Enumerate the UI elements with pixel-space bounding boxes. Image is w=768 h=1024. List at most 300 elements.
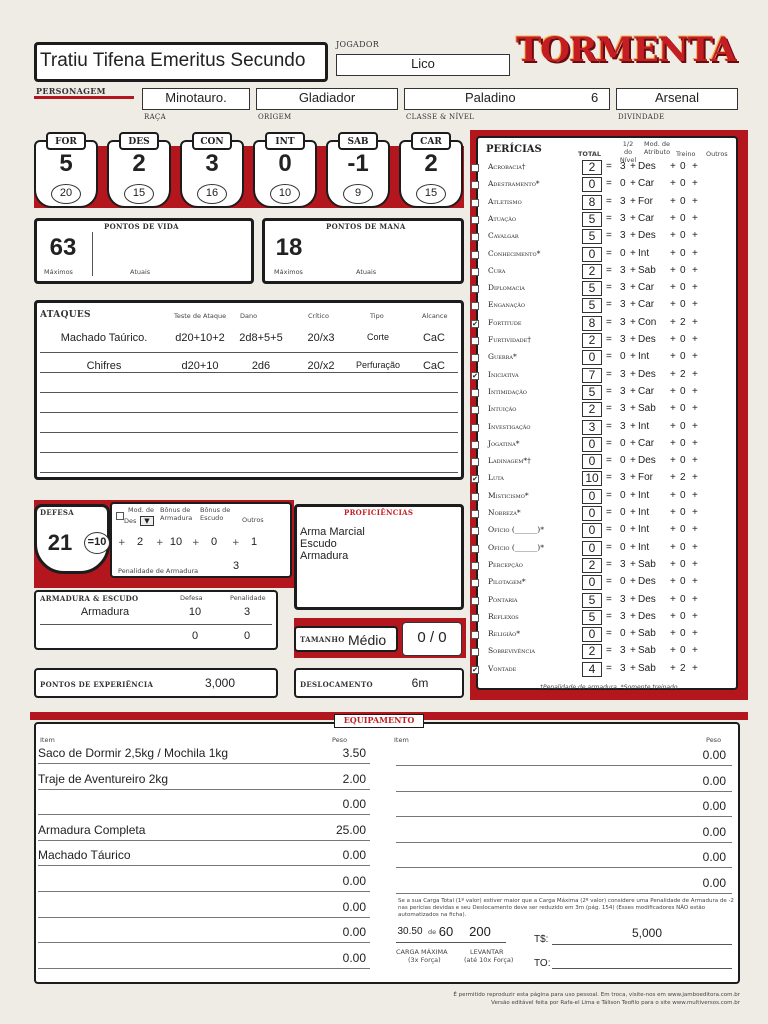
defense-attr-checkbox[interactable] xyxy=(116,512,124,520)
skill-trained-checkbox[interactable] xyxy=(471,233,479,241)
skill-total[interactable]: 2 xyxy=(582,160,602,175)
skill-attr[interactable]: Int xyxy=(638,247,650,259)
equipment-weight-right[interactable]: 0.00 xyxy=(702,850,726,865)
proficiency-item[interactable]: Escudo xyxy=(300,538,337,550)
skill-trained-checkbox[interactable]: ✔ xyxy=(472,319,478,328)
skill-half-level[interactable]: 0 xyxy=(620,178,626,190)
armor-row-1-pen[interactable]: 3 xyxy=(243,606,251,618)
skill-half-level[interactable]: 3 xyxy=(620,230,626,242)
skill-trained-checkbox[interactable] xyxy=(471,389,479,397)
skill-row[interactable] xyxy=(484,281,734,298)
attacks-box xyxy=(34,300,464,480)
skill-total[interactable]: 0 xyxy=(582,506,602,521)
skill-attr[interactable]: Int xyxy=(638,351,650,363)
equipment-weight[interactable]: 0.00 xyxy=(342,874,366,888)
skill-row[interactable] xyxy=(484,402,734,419)
equals-sign: = xyxy=(606,264,612,276)
defense-mod-attr[interactable]: Des xyxy=(124,517,137,525)
skill-train[interactable]: 2 xyxy=(680,472,686,484)
equipment-line xyxy=(396,867,732,868)
equipment-weight-right[interactable]: 0.00 xyxy=(702,824,726,839)
skill-half-level[interactable]: 3 xyxy=(620,316,626,328)
skill-row[interactable] xyxy=(484,160,734,177)
skill-trained-checkbox[interactable] xyxy=(471,268,479,276)
armor-row-2-pen[interactable]: 0 xyxy=(243,630,251,642)
proficiency-item[interactable]: Armadura xyxy=(300,550,349,562)
skill-half-level[interactable]: 0 xyxy=(620,489,626,501)
armor-row-1-def[interactable]: 10 xyxy=(188,606,202,618)
defense-penalty[interactable]: 3 xyxy=(232,560,240,572)
skill-half-level[interactable]: 0 xyxy=(620,351,626,363)
skill-row[interactable] xyxy=(484,247,734,264)
skill-attr[interactable]: Des xyxy=(638,334,656,345)
attack-crit[interactable]: 20/x2 xyxy=(307,360,335,372)
skill-half-level[interactable]: 3 xyxy=(620,610,626,622)
plus-sign: + xyxy=(630,264,636,276)
plus-sign: + xyxy=(118,538,126,548)
footer-line-2: Versão editável feita por Rafa-el Lima e Tálison Teofilo para o site www.multiversos.com.br xyxy=(491,1000,740,1006)
defense-others[interactable]: 1 xyxy=(250,536,258,548)
skill-train[interactable]: 0 xyxy=(680,558,686,570)
skill-half-level[interactable]: 3 xyxy=(620,593,626,605)
skill-trained-checkbox[interactable] xyxy=(471,493,479,501)
skill-train[interactable]: 0 xyxy=(680,576,686,588)
skill-train[interactable]: 0 xyxy=(680,610,686,622)
skill-trained-checkbox[interactable] xyxy=(471,406,479,414)
skill-total[interactable]: 0 xyxy=(582,350,602,365)
skill-total[interactable]: 5 xyxy=(582,229,602,244)
plus-sign: + xyxy=(630,524,636,536)
skill-row[interactable] xyxy=(484,350,734,367)
skill-trained-checkbox[interactable] xyxy=(471,579,479,587)
defense-value[interactable]: 21 xyxy=(47,530,73,555)
skill-half-level[interactable]: 0 xyxy=(620,628,626,640)
skill-total[interactable]: 5 xyxy=(582,610,602,625)
skill-train[interactable]: 0 xyxy=(680,334,686,345)
to-underline xyxy=(552,968,732,969)
plus-sign: + xyxy=(670,299,676,311)
skill-train[interactable]: 0 xyxy=(680,247,686,259)
skill-trained-checkbox[interactable] xyxy=(471,562,479,570)
plus-sign: + xyxy=(692,403,698,415)
attribute-score[interactable]: 9 xyxy=(343,184,373,204)
skill-half-level[interactable]: 3 xyxy=(620,558,626,570)
skill-attr[interactable]: Car xyxy=(638,178,655,190)
skill-half-level[interactable]: 3 xyxy=(620,420,626,432)
skill-total[interactable]: 0 xyxy=(582,541,602,556)
skill-row[interactable] xyxy=(484,333,734,350)
skill-row[interactable] xyxy=(484,229,734,246)
attribute-modifier[interactable]: 3 xyxy=(205,150,219,177)
skill-train[interactable]: 0 xyxy=(680,455,686,467)
skill-row[interactable] xyxy=(484,298,734,315)
skill-row[interactable] xyxy=(484,593,734,610)
skill-total[interactable]: 4 xyxy=(582,662,602,677)
attack-dmg[interactable]: 2d8+5+5 xyxy=(239,332,283,344)
skill-half-level[interactable]: 3 xyxy=(620,368,626,380)
skill-trained-checkbox[interactable] xyxy=(471,527,479,535)
equipment-item[interactable]: Saco de Dormir 2,5kg / Mochila 1kg xyxy=(38,746,229,760)
skill-trained-checkbox[interactable] xyxy=(471,302,479,310)
skill-half-level[interactable]: 3 xyxy=(620,264,626,276)
plus-sign: + xyxy=(670,195,676,207)
armor-row-2-def[interactable]: 0 xyxy=(191,630,199,642)
skill-total[interactable]: 3 xyxy=(582,420,602,435)
skill-trained-checkbox[interactable]: ✔ xyxy=(472,665,478,674)
skill-row[interactable] xyxy=(484,420,734,437)
skill-half-level[interactable]: 3 xyxy=(620,334,626,345)
skill-attr[interactable]: Car xyxy=(638,282,655,294)
skill-name: Acrobacia† xyxy=(488,162,526,171)
skill-half-level[interactable]: 3 xyxy=(620,195,626,207)
skill-half-level[interactable]: 0 xyxy=(620,437,626,449)
attack-test[interactable]: d20+10+2 xyxy=(175,332,225,344)
skill-trained-checkbox[interactable]: ✔ xyxy=(472,475,478,484)
skill-name: Diplomacia xyxy=(488,283,525,293)
attack-row-line xyxy=(40,392,458,393)
mp-max[interactable]: 18 xyxy=(275,234,303,261)
skill-row[interactable] xyxy=(484,385,734,402)
skill-row[interactable] xyxy=(484,558,734,575)
equipment-weight[interactable]: 0.00 xyxy=(342,925,366,940)
equipment-item[interactable]: Machado Táurico xyxy=(38,848,131,863)
skill-train[interactable]: 0 xyxy=(680,299,686,311)
money-value[interactable]: 5,000 xyxy=(631,926,663,940)
attack-test[interactable]: d20+10 xyxy=(181,360,219,372)
defense-shield[interactable]: 0 xyxy=(210,536,218,548)
skill-trained-checkbox[interactable] xyxy=(471,648,479,656)
attack-row-line xyxy=(40,372,458,373)
skill-train[interactable]: 0 xyxy=(680,593,686,605)
plus-sign: + xyxy=(692,507,698,518)
armor-pen-label: Penalidade xyxy=(230,594,266,602)
skill-total[interactable]: 5 xyxy=(582,281,602,296)
plus-sign: + xyxy=(692,610,698,622)
skill-train[interactable]: 0 xyxy=(680,385,686,397)
skill-train[interactable]: 0 xyxy=(680,351,686,363)
skill-half-level[interactable]: 0 xyxy=(620,455,626,467)
skill-attr[interactable]: Des xyxy=(638,455,656,467)
defense-attr-dropdown-icon[interactable]: ▼ xyxy=(140,516,154,526)
skill-total[interactable]: 2 xyxy=(582,264,602,279)
skill-attr[interactable]: Int xyxy=(638,489,650,501)
equipment-weight-right[interactable]: 0.00 xyxy=(702,773,726,788)
equipment-weight[interactable]: 25.00 xyxy=(335,822,366,837)
plus-sign: + xyxy=(630,645,636,657)
attribute-modifier[interactable]: 2 xyxy=(424,150,438,177)
size-value[interactable]: Médio xyxy=(348,632,387,648)
race-field[interactable]: Minotauro. xyxy=(142,88,250,110)
skill-train[interactable]: 0 xyxy=(680,195,686,207)
equipment-line xyxy=(396,765,732,766)
skill-trained-checkbox[interactable] xyxy=(471,216,479,224)
skill-attr[interactable]: Con xyxy=(638,316,657,328)
skill-attr[interactable]: Des xyxy=(638,576,656,588)
armor-row-divider xyxy=(40,624,272,625)
plus-sign: + xyxy=(692,334,698,345)
equipment-item[interactable]: Traje de Aventureiro 2kg xyxy=(38,771,169,786)
equipment-weight[interactable]: 0.00 xyxy=(342,848,366,863)
skill-name: Reflexos xyxy=(488,611,519,621)
equipment-weight-right[interactable]: 0.00 xyxy=(702,876,726,890)
skills-train-label: Treino xyxy=(676,150,696,158)
attack-range[interactable]: CaC xyxy=(422,332,445,344)
attribute-score[interactable]: 15 xyxy=(124,184,154,204)
skill-attr[interactable]: Des xyxy=(638,593,656,605)
load-max[interactable]: 60 xyxy=(438,924,454,939)
skill-total[interactable]: 0 xyxy=(582,454,602,469)
move-value[interactable]: 6m xyxy=(411,676,429,690)
skill-trained-checkbox[interactable]: ✔ xyxy=(472,371,478,380)
skill-trained-checkbox[interactable] xyxy=(471,199,479,207)
skill-train[interactable]: 0 xyxy=(680,507,686,518)
player-field[interactable]: Lico xyxy=(336,54,510,76)
skill-trained-checkbox[interactable] xyxy=(471,545,479,553)
equals-sign: = xyxy=(606,628,612,640)
skill-total[interactable]: 2 xyxy=(582,644,602,659)
defense-shield-label: Bônus de Escudo xyxy=(200,506,231,522)
skill-half-level[interactable]: 0 xyxy=(620,247,626,259)
skill-total[interactable]: 5 xyxy=(582,593,602,608)
skill-attr[interactable]: Car xyxy=(638,385,655,397)
skill-half-level[interactable]: 3 xyxy=(620,385,626,397)
skill-row[interactable] xyxy=(484,316,734,333)
skill-train[interactable]: 0 xyxy=(680,161,686,172)
equipment-weight-right[interactable]: 0.00 xyxy=(702,799,726,814)
attribute-modifier[interactable]: 2 xyxy=(132,150,146,177)
skill-half-level[interactable]: 0 xyxy=(620,524,626,536)
class-field[interactable] xyxy=(404,88,610,110)
skill-total[interactable]: 8 xyxy=(582,316,602,331)
skill-attr[interactable]: Sab xyxy=(638,558,656,570)
skill-half-level[interactable]: 3 xyxy=(620,299,626,311)
skill-row[interactable] xyxy=(484,195,734,212)
equals-sign: = xyxy=(606,420,612,432)
skill-trained-checkbox[interactable] xyxy=(471,337,479,345)
skill-trained-checkbox[interactable] xyxy=(471,424,479,432)
skill-half-level[interactable]: 3 xyxy=(620,403,626,415)
skill-row[interactable] xyxy=(484,541,734,558)
skill-half-level[interactable]: 3 xyxy=(620,212,626,224)
skill-train[interactable]: 0 xyxy=(680,489,686,501)
skill-half-level[interactable]: 0 xyxy=(620,507,626,518)
skill-total[interactable]: 2 xyxy=(582,402,602,417)
skill-name: Cavalgar xyxy=(488,231,519,241)
skill-attr[interactable]: Sab xyxy=(638,628,656,640)
attack-range[interactable]: CaC xyxy=(422,360,445,372)
attribute-score[interactable]: 10 xyxy=(270,184,300,204)
skill-row[interactable] xyxy=(484,575,734,592)
skill-total[interactable]: 0 xyxy=(582,177,602,192)
skill-train[interactable]: 0 xyxy=(680,628,686,640)
skill-attr[interactable]: Sab xyxy=(638,662,656,674)
equals-sign: = xyxy=(606,662,612,674)
skill-train[interactable]: 2 xyxy=(680,368,686,380)
skill-half-level[interactable]: 3 xyxy=(620,282,626,294)
skill-trained-checkbox[interactable] xyxy=(471,510,479,518)
equipment-weight[interactable]: 0.00 xyxy=(342,899,366,914)
equipment-weight[interactable]: 3.50 xyxy=(342,746,366,760)
skill-row[interactable] xyxy=(484,506,734,523)
defense-armor[interactable]: 10 xyxy=(169,536,183,548)
skill-attr[interactable]: Car xyxy=(638,212,655,224)
skill-train[interactable]: 0 xyxy=(680,420,686,432)
skill-row[interactable] xyxy=(484,610,734,627)
skill-total[interactable]: 0 xyxy=(582,523,602,538)
skill-trained-checkbox[interactable] xyxy=(471,164,479,172)
equipment-weight[interactable]: 0.00 xyxy=(342,797,366,812)
attack-name[interactable]: Machado Taúrico. xyxy=(60,332,148,344)
attribute-modifier[interactable]: -1 xyxy=(347,150,369,177)
attack-type[interactable]: Corte xyxy=(366,332,389,342)
skill-row[interactable] xyxy=(484,644,734,661)
skill-attr[interactable]: Int xyxy=(638,524,650,536)
attribute-modifier[interactable]: 0 xyxy=(278,150,292,177)
skill-row[interactable] xyxy=(484,177,734,194)
attack-type[interactable]: Perfuração xyxy=(355,360,401,370)
skill-train[interactable]: 0 xyxy=(680,178,686,190)
attribute-modifier[interactable]: 5 xyxy=(59,150,73,177)
xp-value[interactable]: 3,000 xyxy=(204,676,236,690)
hp-max[interactable]: 63 xyxy=(49,234,77,261)
skill-attr[interactable]: Int xyxy=(638,420,650,432)
skill-trained-checkbox[interactable] xyxy=(471,285,479,293)
skill-row[interactable] xyxy=(484,368,734,385)
skill-train[interactable]: 0 xyxy=(680,230,686,242)
skill-attr[interactable]: Des xyxy=(638,230,656,242)
skill-row[interactable] xyxy=(484,627,734,644)
skill-row[interactable] xyxy=(484,264,734,281)
skill-trained-checkbox[interactable] xyxy=(471,597,479,605)
skill-attr[interactable]: Int xyxy=(638,541,650,553)
skill-total[interactable]: 7 xyxy=(582,368,602,383)
skill-trained-checkbox[interactable] xyxy=(471,441,479,449)
attack-dmg[interactable]: 2d6 xyxy=(251,360,271,372)
skill-row[interactable] xyxy=(484,454,734,471)
origin-field[interactable]: Gladiador xyxy=(256,88,398,110)
skill-train[interactable]: 0 xyxy=(680,403,686,415)
armor-row-1-name[interactable]: Armadura xyxy=(80,606,130,618)
skill-total[interactable]: 8 xyxy=(582,195,602,210)
plus-sign: + xyxy=(692,368,698,380)
skill-total[interactable]: 5 xyxy=(582,298,602,313)
equipment-weight[interactable]: 2.00 xyxy=(342,771,366,786)
skill-total[interactable]: 0 xyxy=(582,437,602,452)
attribute-abbr: CAR xyxy=(411,132,451,150)
skill-total[interactable]: 2 xyxy=(582,558,602,573)
skill-row[interactable] xyxy=(484,212,734,229)
skill-attr[interactable]: Sab xyxy=(638,403,656,415)
skill-train[interactable]: 0 xyxy=(680,524,686,536)
plus-sign: + xyxy=(692,420,698,432)
proficiency-item[interactable]: Arma Marcial xyxy=(300,526,365,538)
defense-mod[interactable]: 2 xyxy=(136,536,144,548)
skill-half-level[interactable]: 3 xyxy=(620,645,626,657)
skill-total[interactable]: 5 xyxy=(582,385,602,400)
size-space[interactable]: 0 / 0 xyxy=(402,622,462,656)
skill-attr[interactable]: Car xyxy=(638,437,655,449)
skill-name: Investigação xyxy=(488,421,531,431)
skill-trained-checkbox[interactable] xyxy=(471,614,479,622)
equipment-weight[interactable]: 0.00 xyxy=(342,950,366,965)
skill-trained-checkbox[interactable] xyxy=(471,251,479,259)
skill-attr[interactable]: For xyxy=(638,472,653,484)
skill-attr[interactable]: Des xyxy=(638,610,656,622)
attack-crit[interactable]: 20/x3 xyxy=(307,332,335,344)
skill-row[interactable] xyxy=(484,662,734,679)
skill-row[interactable] xyxy=(484,489,734,506)
attack-column-header: Crítico xyxy=(308,312,329,320)
plus-sign: + xyxy=(630,610,636,622)
skill-attr[interactable]: Int xyxy=(638,507,650,518)
skill-row[interactable] xyxy=(484,523,734,540)
skill-train[interactable]: 2 xyxy=(680,316,686,328)
equipment-weight-right[interactable]: 0.00 xyxy=(702,748,726,762)
plus-sign: + xyxy=(670,662,676,674)
skill-total[interactable]: 0 xyxy=(582,627,602,642)
skill-attr[interactable]: Sab xyxy=(638,264,656,276)
equipment-item[interactable]: Armadura Completa xyxy=(38,822,146,837)
skill-half-level[interactable]: 3 xyxy=(620,662,626,674)
skill-attr[interactable]: Des xyxy=(638,161,656,172)
equals-sign: = xyxy=(606,316,612,328)
skill-attr[interactable]: Car xyxy=(638,299,655,311)
load-total[interactable]: 30.50 xyxy=(397,926,423,937)
skill-train[interactable]: 0 xyxy=(680,437,686,449)
plus-sign: + xyxy=(692,230,698,242)
attribute-score[interactable]: 15 xyxy=(416,184,446,204)
plus-sign: + xyxy=(630,299,636,311)
lift[interactable]: 200 xyxy=(469,924,491,939)
skill-row[interactable] xyxy=(484,471,734,488)
skill-half-level[interactable]: 0 xyxy=(620,541,626,553)
attribute-score[interactable]: 16 xyxy=(197,184,227,204)
skill-trained-checkbox[interactable] xyxy=(471,458,479,466)
skill-trained-checkbox[interactable] xyxy=(471,354,479,362)
skill-train[interactable]: 0 xyxy=(680,282,686,294)
skill-half-level[interactable]: 3 xyxy=(620,161,626,172)
skill-trained-checkbox[interactable] xyxy=(471,631,479,639)
skill-half-level[interactable]: 3 xyxy=(620,472,626,484)
plus-sign: + xyxy=(630,437,636,449)
skill-half-level[interactable]: 0 xyxy=(620,576,626,588)
skill-name: Atuação xyxy=(488,213,516,223)
skill-name: Furtividade† xyxy=(488,335,532,344)
skill-total[interactable]: 2 xyxy=(582,333,602,348)
deity-field[interactable]: Arsenal xyxy=(616,88,738,110)
skill-total[interactable]: 0 xyxy=(582,489,602,504)
skill-trained-checkbox[interactable] xyxy=(471,181,479,189)
skill-train[interactable]: 0 xyxy=(680,541,686,553)
skill-attr[interactable]: Sab xyxy=(638,645,656,657)
skill-train[interactable]: 0 xyxy=(680,645,686,657)
skill-total[interactable]: 10 xyxy=(582,471,602,486)
skill-train[interactable]: 2 xyxy=(680,662,686,674)
attribute-score[interactable]: 20 xyxy=(51,184,81,204)
character-name[interactable]: Tratiu Tifena Emeritus Secundo xyxy=(40,50,306,71)
money-label: T$: xyxy=(534,934,549,945)
skill-row[interactable] xyxy=(484,437,734,454)
skill-train[interactable]: 0 xyxy=(680,212,686,224)
skill-total[interactable]: 0 xyxy=(582,575,602,590)
skill-total[interactable]: 5 xyxy=(582,212,602,227)
attack-name[interactable]: Chifres xyxy=(86,360,122,372)
skill-total[interactable]: 0 xyxy=(582,247,602,262)
skill-attr[interactable]: Des xyxy=(638,368,656,380)
skill-attr[interactable]: For xyxy=(638,195,653,207)
plus-sign: + xyxy=(630,178,636,190)
skill-train[interactable]: 0 xyxy=(680,264,686,276)
